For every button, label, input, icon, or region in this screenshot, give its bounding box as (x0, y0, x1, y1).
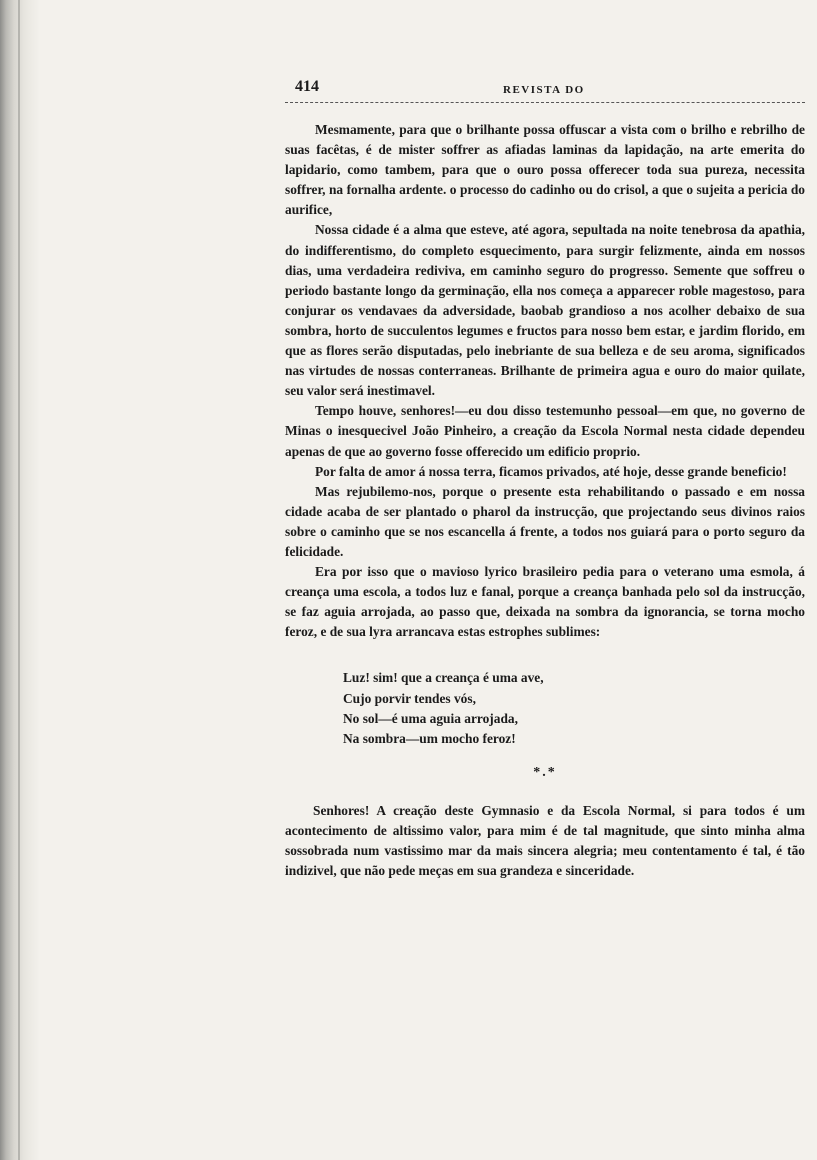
running-head: REVISTA DO (503, 84, 585, 96)
poem-stanza (343, 668, 805, 748)
paragraph: Era por isso que o mavioso lyrico brasileiro pedia para o veterano uma esmola, á creança uma escola, a todos luz e fanal, porque a creança banhada pelo sol da instrucção, se faz aguia arrojada, ao passo que, deixada na sombra da ignorancia, se torna mocho feroz, e de sua lyra arrancava estas estrophes sublimes: (285, 564, 805, 640)
paragraph: Tempo houve, senhores!—eu dou disso testemunho pessoal—em que, no governo de Minas o inesquecivel João Pinheiro, a creação da Escola Normal nesta cidade dependeu apenas de que ao governo fosse offerecido um edificio proprio. (285, 403, 805, 459)
poem-line: Cujo porvir tendes vós, (343, 690, 476, 706)
binding-shadow-line (18, 0, 20, 1160)
body-text (285, 120, 805, 642)
poem-line: Na sombra—um mocho feroz! (343, 730, 516, 746)
poem-line: No sol—é uma aguia arrojada, (343, 710, 518, 726)
book-binding-edge (0, 0, 40, 1160)
paragraph: Mesmamente, para que o brilhante possa offuscar a vista com o brilho e rebrilho de suas facêtas, é de mister soffrer as afiadas laminas da lapidação, na arte emerita do lapidario, como tambem, para que o ouro possa offerecer toda sua pureza, necessita soffrer, na fornalha ardente. o processo do cadinho ou do crisol, a que o sujeita a pericia do aurifice, (285, 122, 805, 218)
paragraph: Por falta de amor á nossa terra, ficamos privados, até hoje, desse grande beneficio! (315, 463, 787, 479)
header-rule (285, 102, 805, 103)
closing-text (285, 801, 805, 881)
section-separator: *.* (533, 764, 557, 780)
poem-line: Luz! sim! que a creança é uma ave, (343, 670, 544, 686)
paragraph: Senhores! A creação deste Gymnasio e da Escola Normal, si para todos é um acontecimento de altissimo valor, para mim é de tal magnitude, que sinto minha alma sossobrada num vastissimo mar da mais sincera alegria; meu contentamento é tal, é tão indizivel, que não pede meças em sua grandeza e sinceridade. (285, 802, 805, 879)
document-page (285, 72, 805, 881)
page-number: 414 (295, 78, 319, 95)
paragraph: Mas rejubilemo-nos, porque o presente esta rehabilitando o passado e em nossa cidade acaba de ser plantado o pharol da instrucção, que projectando seus divinos raios sobre o caminho que se nos escancella á frente, a todos nos guiará para o porto seguro da felicidade. (285, 483, 805, 559)
page-header (285, 72, 805, 102)
paragraph: Nossa cidade é a alma que esteve, até agora, sepultada na noite tenebrosa da apathia, do indifferentismo, do completo esquecimento, para surgir felizmente, ainda em nossos dias, uma verdadeira rediviva, em caminho seguro do progresso. Semente que soffreu o periodo bastante longo da germinação, ella nos começa a apparecer roble magestoso, para conjurar os vendavaes da adversidade, baobab grandioso a nos acolher debaixo de sua sombra, horto de succulentos legumes e fructos para nosso bem estar, e jardim florido, em que as flores serão disputadas, pelo inebriante de sua belleza e de seu aroma, significados nas virtudes de nossas conterraneas. Brilhante de primeira agua e ouro do maior quilate, seu valor será inestimavel. (285, 222, 805, 399)
